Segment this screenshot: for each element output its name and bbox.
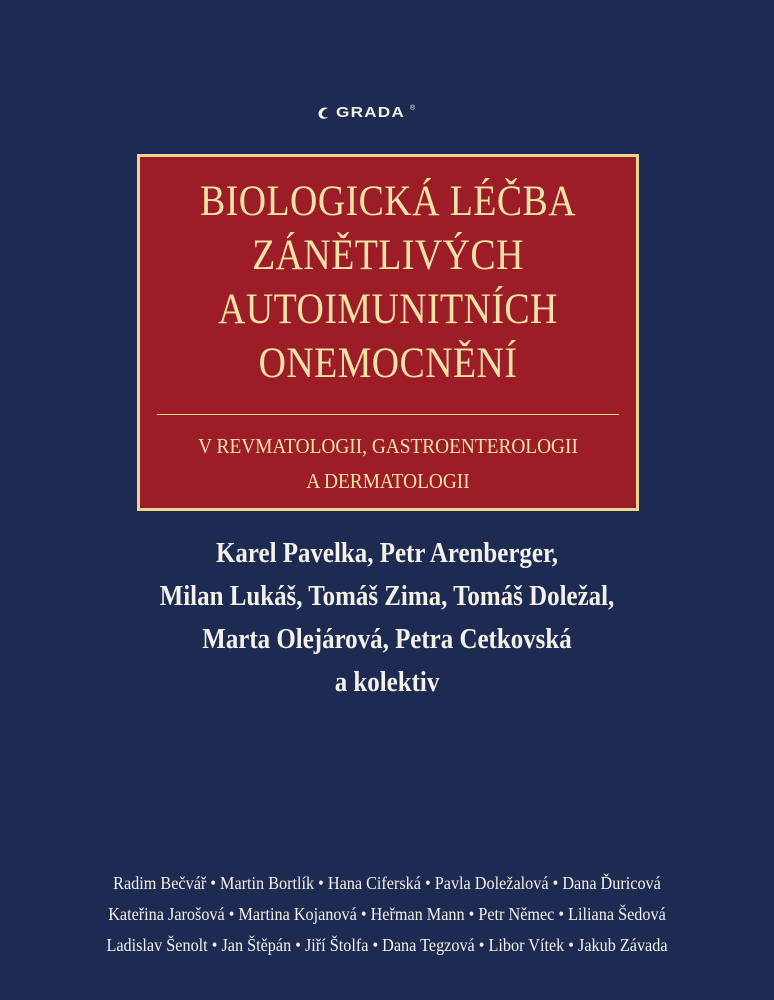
author-line: Karel Pavelka, Petr Arenberger, (216, 537, 558, 569)
publisher-name: GRADA (336, 104, 405, 121)
contributor-line: Ladislav Šenolt • Jan Štěpán • Jiří Štolfa • Dana Tegzová • Libor Vítek • Jakub Závada (106, 935, 668, 955)
title-divider (157, 414, 619, 415)
subtitle-line: V REVMATOLOGII, GASTROENTEROLOGII (198, 434, 578, 458)
registered-mark: ® (410, 105, 416, 112)
publisher-logo (316, 104, 415, 121)
book-subtitle (140, 429, 636, 499)
title-panel (137, 154, 639, 511)
title-line: BIOLOGICKÁ LÉČBA (200, 178, 576, 225)
book-title (140, 175, 636, 391)
title-line: ZÁNĚTLIVÝCH (252, 232, 524, 279)
title-line: ONEMOCNĚNÍ (258, 340, 518, 387)
contributors-list (0, 868, 774, 961)
author-line: Milan Lukáš, Tomáš Zima, Tomáš Doležal, (159, 580, 615, 612)
author-line: a kolektiv (334, 666, 440, 698)
subtitle-line: A DERMATOLOGII (306, 469, 470, 493)
author-line: Marta Olejárová, Petra Cetkovská (202, 623, 572, 655)
contributor-line: Radim Bečvář • Martin Bortlík • Hana Ciferská • Pavla Doležalová • Dana Ďuricová (113, 873, 661, 893)
title-line: AUTOIMUNITNÍCH (218, 286, 558, 333)
main-authors (0, 532, 774, 704)
grada-swirl-icon (316, 105, 332, 121)
contributor-line: Kateřina Jarošová • Martina Kojanová • Heřman Mann • Petr Němec • Liliana Šedová (108, 904, 666, 924)
